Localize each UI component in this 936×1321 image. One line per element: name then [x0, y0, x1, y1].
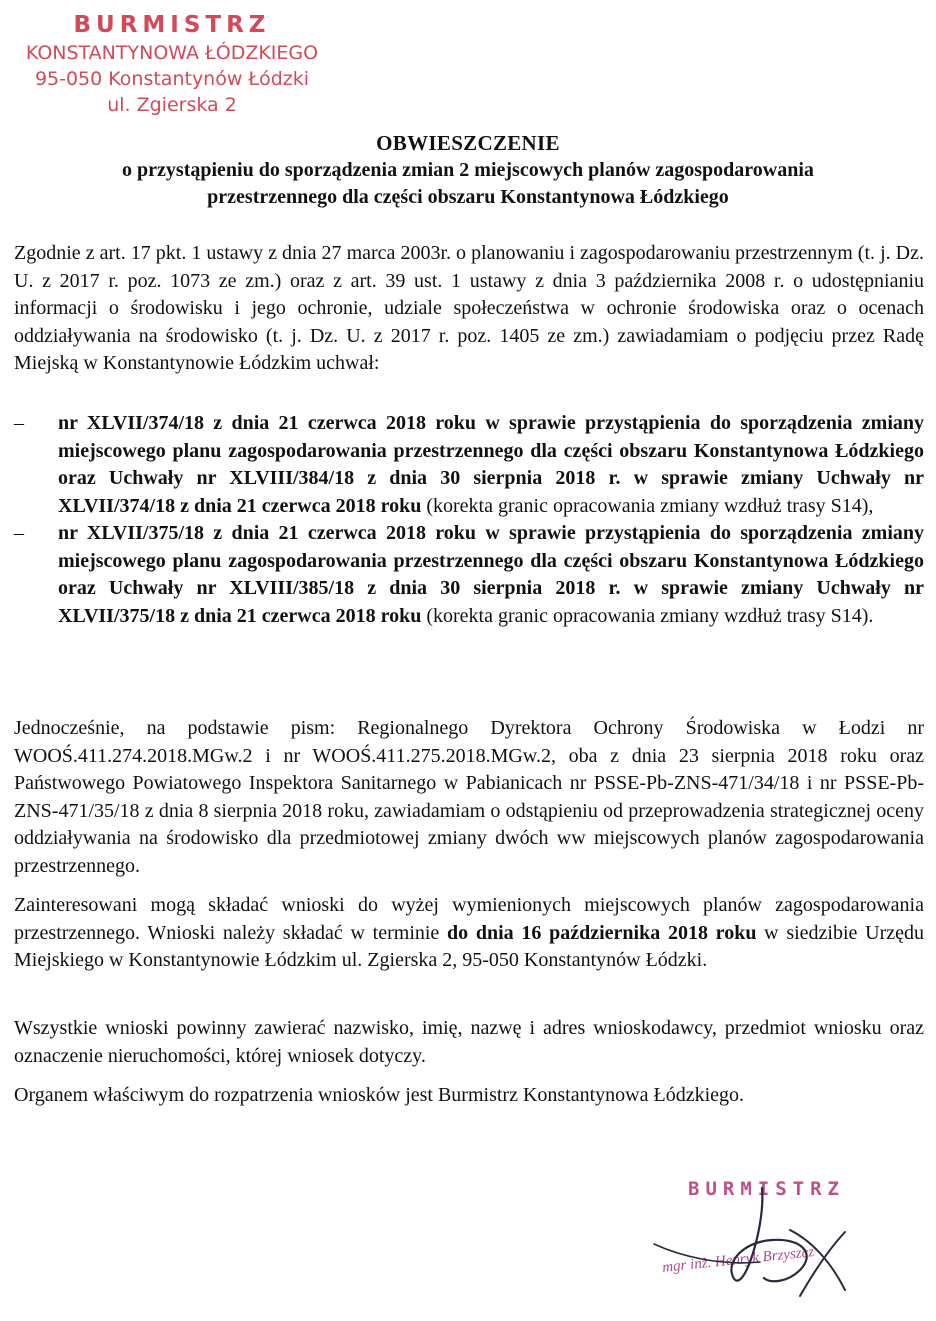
intro-paragraph: Zgodnie z art. 17 pkt. 1 ustawy z dnia 27 marca 2003r. o planowaniu i zagospodarowaniu przestrzennym (t. j. Dz. U. z 2017 r. poz. 1073 ze zm.) oraz z art. 39 ust. 1 ustawy z dnia 3 października 2008 r. o udostępnianiu informacji o środowisku i jego ochronie, udziale społeczeństwa w ochronie środowiska oraz o ocenach oddziaływania na środowisko (t. j. Dz. U. z 2017 r. poz. 1405 ze zm.) zawiadamiam o podjęciu przez Radę Miejską w Konstantynowie Łódzkim uchwał:	[14, 242, 924, 374]
applications-deadline: do dnia 16 października 2018 roku	[447, 921, 757, 944]
requirements-paragraph: Wszystkie wnioski powinny zawierać nazwisko, imię, nazwę i adres wnioskodawcy, przedmiot wniosku oraz oznaczenie nieruchomości, której wniosek dotyczy.	[14, 1017, 924, 1067]
document-heading	[0, 130, 936, 211]
signature-block	[640, 1170, 920, 1310]
resolution-375-bold: nr XLVII/375/18 z dnia 21 czerwca 2018 roku w sprawie przystąpienia do sporządzenia zmiany miejscowego planu zagospodarowania przestrzennego dla części obszaru Konstantynowa Łódzkiego oraz Uchwały nr XLVIII/385/18 z dnia 30 sierpnia 2018 r. w sprawie zmiany Uchwały nr XLVII/375/18 z dnia 21 czerwca 2018 roku	[58, 522, 924, 627]
applications-text-2: w siedzibie Urzędu Miejskiego w Konstantynowie Łódzkim ul. Zgierska 2, 95-050 Konstantynów Łódzki.	[14, 921, 924, 971]
intro-section	[14, 240, 924, 378]
environment-section	[14, 715, 924, 880]
signature-stamp-title: BURMISTRZ	[688, 1178, 845, 1200]
handwritten-signature-icon	[640, 1170, 920, 1310]
stamp-line-postcode: 95-050 Konstantynów Łódzki	[34, 68, 310, 90]
list-dash: –	[14, 412, 24, 434]
document-subtitle-line2: przestrzennego dla części obszaru Konstantynowa Łódzkiego	[207, 186, 729, 208]
signature-stamp-name: mgr inż. Henryk Brzyszcz	[661, 1244, 815, 1276]
applications-paragraph	[14, 892, 924, 975]
applications-text-1: Zainteresowani mogą składać wnioski do wyżej wymienionych miejscowych planów zagospodarowania przestrzennego. Wnioski należy składać w terminie	[14, 894, 924, 944]
list-item-text	[58, 520, 924, 630]
applications-section	[14, 892, 924, 975]
document-subtitle-line1: o przystąpieniu do sporządzenia zmian 2 miejscowych planów zagospodarowania	[122, 159, 814, 181]
resolution-374-bold: nr XLVII/374/18 z dnia 21 czerwca 2018 roku w sprawie przystąpienia do sporządzenia zmiany miejscowego planu zagospodarowania przestrzennego dla części obszaru Konstantynowa Łódzkiego oraz Uchwały nr XLVIII/384/18 z dnia 30 sierpnia 2018 r. w sprawie zmiany Uchwały nr XLVII/374/18 z dnia 21 czerwca 2018 roku	[58, 412, 924, 517]
stamp-line-street: ul. Zgierska 2	[107, 94, 237, 116]
authority-section	[14, 1082, 924, 1110]
environment-paragraph: Jednocześnie, na podstawie pism: Regionalnego Dyrektora Ochrony Środowiska w Łodzi nr WOOŚ.411.274.2018.MGw.2 i nr WOOŚ.411.275.2018.MGw.2, oba z dnia 23 sierpnia 2018 roku oraz Państwowego Powiatowego Inspektora Sanitarnego w Pabianicach nr PSSE-Pb-ZNS-471/34/18 i nr PSSE-Pb-ZNS-471/35/18 z dnia 8 sierpnia 2018 roku, zawiadamiam o odstąpieniu od przeprowadzenia strategicznej oceny oddziaływania na środowisko dla przedmiotowej zmiany dwóch ww miejscowych planów zagospodarowania przestrzennego.	[14, 717, 924, 877]
list-item	[14, 410, 924, 520]
stamp-title: BURMISTRZ	[73, 12, 271, 38]
resolution-374-note: (korekta granic opracowania zmiany wzdłuż trasy S14),	[421, 494, 874, 517]
resolutions-list	[14, 410, 924, 630]
requirements-section	[14, 1015, 924, 1070]
document-title: OBWIESZCZENIE	[376, 131, 560, 155]
stamp-line-office: KONSTANTYNOWA ŁÓDZKIEGO	[25, 42, 319, 64]
office-stamp	[12, 10, 332, 118]
authority-paragraph: Organem właściwym do rozpatrzenia wniosków jest Burmistrz Konstantynowa Łódzkiego.	[14, 1084, 745, 1106]
resolution-375-note: (korekta granic opracowania zmiany wzdłuż trasy S14).	[421, 604, 874, 627]
list-item-text	[58, 410, 924, 520]
list-item	[14, 520, 924, 630]
list-dash: –	[14, 522, 24, 544]
